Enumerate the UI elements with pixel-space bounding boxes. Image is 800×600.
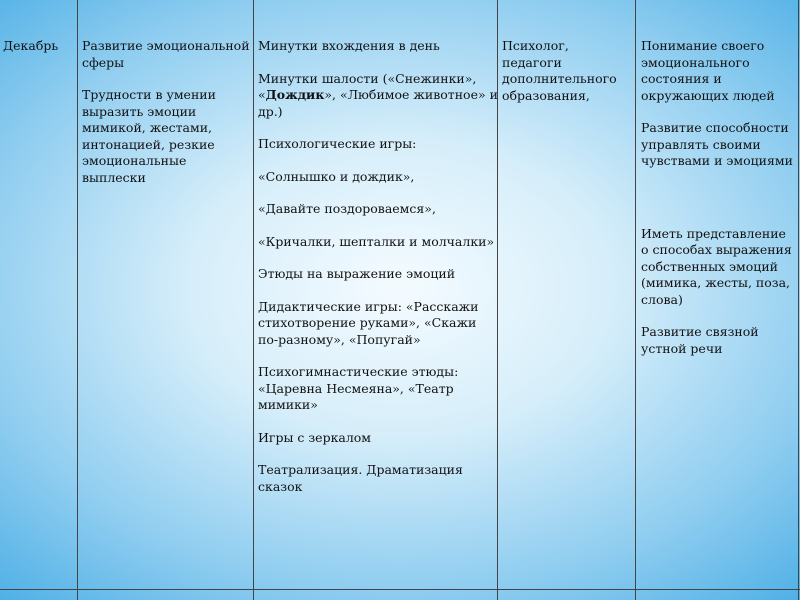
mischief-prefix: Минутки шалости («Снежинки», « [258,70,477,102]
responsible-text: Психолог, педагоги дополнительного образования, [502,38,617,103]
mischief-suffix: », «Любимое животное» и др.) [258,87,498,119]
activity-psychogymnastic: Психогимнастические этюды: «Царевна Несмеяна», «Театр мимики» [258,364,459,412]
result-item: Развитие способности управлять своими чувствами и эмоциями [641,120,793,168]
activity-theatre: Театрализация. Драматизация сказок [258,462,463,494]
activity-game: «Кричалки, шепталки и молчалки» [258,233,495,249]
direction-cell [82,38,254,202]
column-divider [77,0,78,600]
results-cell [641,38,797,373]
activity-entry-minutes: Минутки вхождения в день [258,38,440,53]
activity-mischief-minutes [258,71,498,121]
activity-didactic-games: Дидактические игры: «Расскажи стихотворение руками», «Скажи по-разному», «Попугай» [258,298,479,347]
row-divider [0,589,800,590]
month-cell [3,38,75,71]
activity-game: «Давайте поздороваемся», [258,201,436,216]
result-item: Понимание своего эмоционального состояния и окружающих людей [641,38,775,103]
mischief-bold: Дождик [265,87,325,102]
activities-cell [258,38,498,511]
activity-mirror-games: Игры с зеркалом [258,429,372,445]
result-item: Развитие связной устной речи [641,324,759,356]
result-item: Иметь представление о способах выражения собственных эмоций (мимика, жесты, поза, слова) [641,225,792,307]
month-label: Декабрь [3,38,59,53]
column-divider [635,0,636,600]
direction-problem: Трудности в умении выразить эмоции мимикой, жестами, интонацией, резкие эмоциональные выплески [82,87,216,185]
responsible-cell [502,38,632,120]
activity-psych-games-title: Психологические игры: [258,136,417,151]
column-divider [798,0,799,600]
activity-game: «Солнышко и дождик», [258,168,415,184]
direction-title: Развитие эмоциональной сферы [82,38,250,70]
activity-etudes: Этюды на выражение эмоций [258,266,456,281]
